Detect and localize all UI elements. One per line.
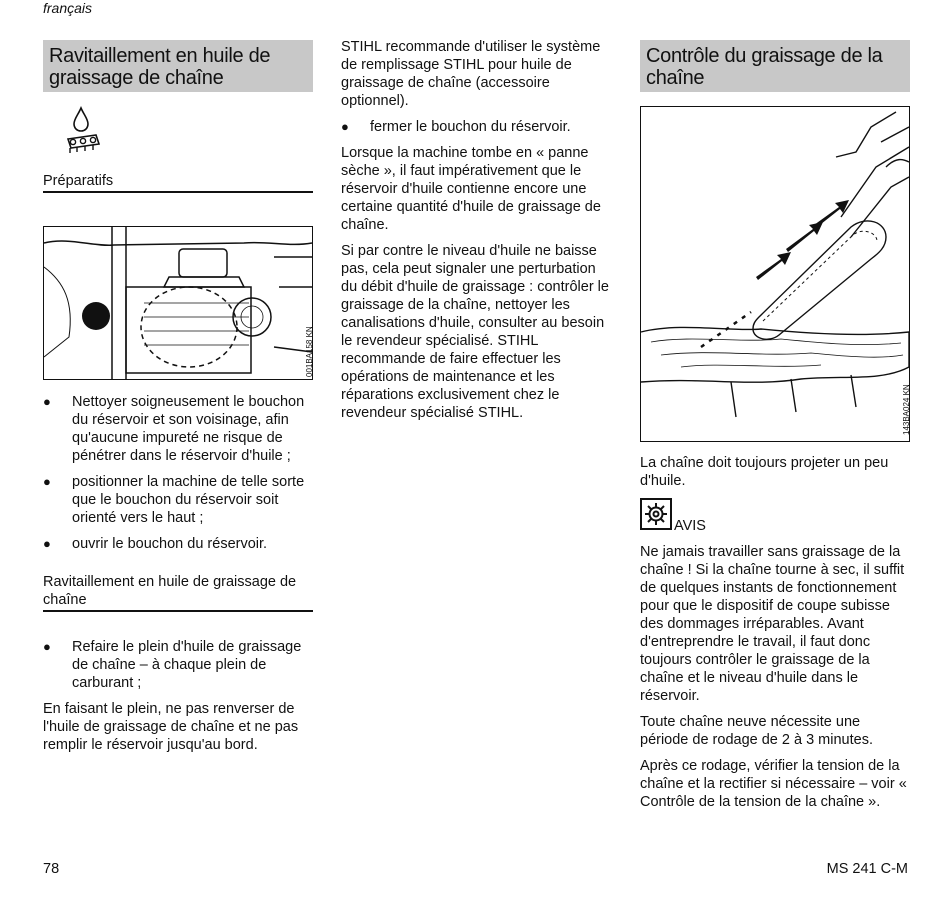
list-item: ● Nettoyer soigneusement le bouchon du réservoir et son voisinage, afin qu'aucune impureté ne risque de pénétrer dans le réservoir d'huile ; (43, 393, 313, 465)
page-number: 78 (43, 861, 60, 877)
right-column (640, 40, 910, 819)
gear-notice-icon (640, 498, 672, 535)
paragraph: Après ce rodage, vérifier la tension de la chaîne et la rectifier si nécessaire – voir « Contrôle de la tension de la chaîne ». (640, 758, 907, 810)
paragraph: Lorsque la machine tombe en « panne sèche », il faut impérativement que le réservoir d'huile contienne encore une certaine quantité d'huile de graissage de chaîne. (341, 145, 601, 233)
refill-heading: Ravitaillement en huile de graissage de chaîne (43, 573, 313, 612)
list-item: ● Refaire le plein d'huile de graissage de chaîne – à chaque plein de carburant ; (43, 638, 313, 692)
oil-chain-icon (65, 106, 105, 156)
model-name: MS 241 C-M (826, 861, 908, 877)
figure-code: 001BA158 KN (305, 326, 314, 377)
preparation-heading: Préparatifs (43, 172, 313, 193)
language-label: français (43, 0, 93, 16)
right-section-title: Contrôle du graissage de la chaîne (640, 40, 910, 92)
paragraph: Toute chaîne neuve nécessite une période de rodage de 2 à 3 minutes. (640, 714, 873, 748)
middle-column (341, 38, 611, 430)
paragraph: Si par contre le niveau d'huile ne baisse pas, cela peut signaler une perturbation du débit d'huile de graissage : contrôler le graissage de la chaîne, nettoyer les canalisations d'huile, consulter au besoin le revendeur spécialisé. STIHL recommande de faire effectuer les opérations de maintenance et les réparations exclusivement chez le revendeur spécialisé STIHL. (341, 243, 609, 421)
refill-paragraph: En faisant le plein, ne pas renverser de l'huile de graissage de chaîne et ne pas remplir le réservoir jusqu'au bord. (43, 701, 299, 753)
left-section-title: Ravitaillement en huile de graissage de chaîne (43, 40, 313, 92)
figure-code: 143BA024 KN (902, 384, 911, 435)
chain-lubrication-figure (640, 106, 910, 442)
refill-list (43, 638, 313, 692)
paragraph: La chaîne doit toujours projeter un peu d'huile. (640, 455, 889, 489)
close-cap-list (341, 118, 611, 136)
list-item: ● ouvrir le bouchon du réservoir. (43, 535, 313, 553)
paragraph: Ne jamais travailler sans graissage de la chaîne ! Si la chaîne tourne à sec, il suffit de quelques instants de fonctionnement pour que le dispositif de coupe subisse des dommages irréparables. Avant d'entreprendre le travail, il faut donc toujours contrôler le graissage de la chaîne et le niveau d'huile dans le réservoir. (640, 544, 905, 704)
list-item: ● fermer le bouchon du réservoir. (341, 118, 611, 136)
left-column (43, 40, 313, 762)
tank-cap-figure (43, 226, 313, 380)
notice-header (640, 498, 910, 535)
notice-label: AVIS (674, 518, 706, 534)
paragraph: STIHL recommande d'utiliser le système de remplissage STIHL pour huile de graissage de chaîne (accessoire optionnel). (341, 39, 601, 109)
list-item: ● positionner la machine de telle sorte que le bouchon du réservoir soit orienté vers le haut ; (43, 473, 313, 527)
preparation-list (43, 393, 313, 553)
